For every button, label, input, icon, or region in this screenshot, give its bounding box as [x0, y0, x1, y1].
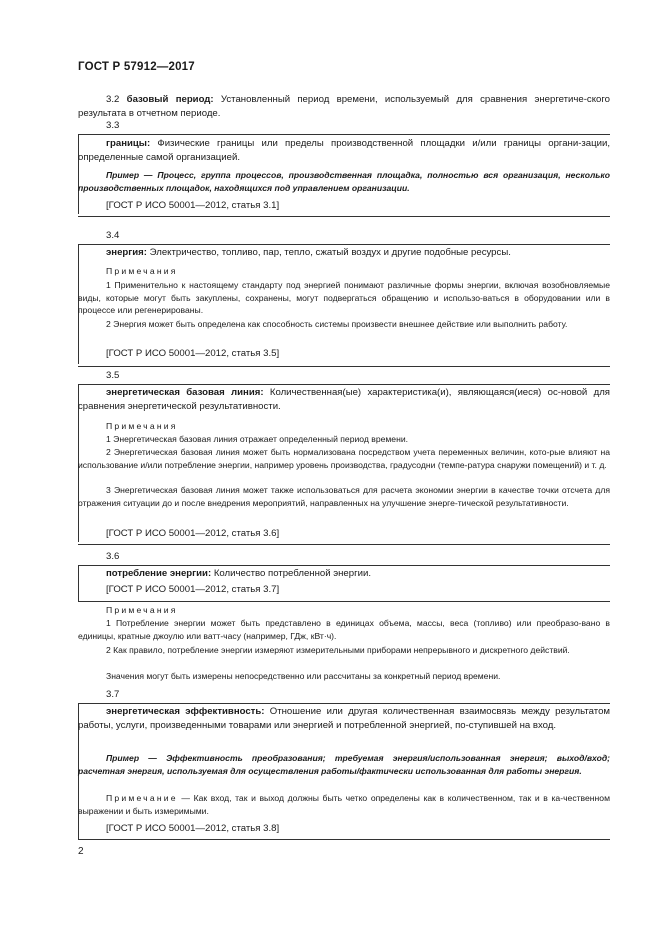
divider	[78, 134, 610, 135]
term-name: базовый период:	[126, 94, 214, 105]
note-1: 1 Энергетическая базовая линия отражает определенный период времени.	[106, 434, 409, 444]
note-2: 2 Как правило, потребление энергии измеряют измерительными приборами непрерывного и дискретного действий.	[106, 645, 570, 655]
note-1: 1 Применительно к настоящему стандарту под энергией понимают различные формы энергии, включая возобновляемые виды, которые могут быть закуплены, сохранены, могут подвергаться обращению и использо-ваться в оборудовании или в процессе или регенерированы.	[78, 280, 610, 316]
term-name: потребление энергии:	[106, 568, 212, 579]
term-3-2	[78, 93, 610, 121]
term-number-3-3: 3.3	[106, 120, 120, 131]
divider	[78, 244, 610, 245]
note-2: 2 Энергия может быть определена как способность системы произвести внешнее действие или выполнить работу.	[106, 319, 568, 329]
document-header: ГОСТ Р 57912—2017	[78, 61, 195, 73]
page-number: 2	[78, 846, 84, 857]
notes-title: Примечания	[106, 266, 178, 276]
notes-title: Примечания	[106, 605, 178, 615]
note-3: 3 Энергетическая базовая линия может также использоваться для расчета экономии энергии в качестве точки отсчета для отражения ситуации до и после внедрения мероприятий, направленных на улучшение энерге-тической результативности.	[78, 485, 610, 508]
term-name: энергетическая базовая линия:	[106, 387, 264, 398]
term-3-3	[78, 137, 610, 165]
note-title: Примечание	[106, 793, 178, 803]
note-3-7	[78, 792, 610, 817]
divider	[78, 366, 610, 367]
term-number: 3.2	[106, 94, 120, 105]
term-number-3-4: 3.4	[106, 230, 120, 241]
divider	[78, 565, 610, 566]
term-number-3-5: 3.5	[106, 370, 120, 381]
term-definition: Отношение или другая количественная взаимосвязь между результатом работы, услуги, произведенными товарами или энергией и потребленной энергией, по-ступившей на вход.	[78, 706, 610, 731]
example-3-3	[78, 169, 610, 194]
term-definition: Установленный период времени, используемый для сравнения энергетиче-ского результата в отчетном периоде.	[78, 94, 610, 119]
reference-3-7: [ГОСТ Р ИСО 50001—2012, статья 3.8]	[106, 823, 280, 834]
term-definition: Количество потребленной энергии.	[213, 568, 371, 579]
term-3-5	[78, 386, 610, 414]
term-number-3-6: 3.6	[106, 551, 120, 562]
reference-3-5: [ГОСТ Р ИСО 50001—2012, статья 3.6]	[106, 528, 280, 539]
term-3-6	[78, 567, 610, 581]
note-text: — Как вход, так и выход должны быть четко определены как в количественном, так и в ка-чественном выражении и быть измеримыми.	[78, 793, 610, 816]
notes-title: Примечания	[106, 421, 178, 431]
term-3-7	[78, 705, 610, 733]
reference-3-4: [ГОСТ Р ИСО 50001—2012, статья 3.5]	[106, 348, 280, 359]
divider	[78, 601, 610, 602]
divider	[78, 216, 610, 217]
term-name: энергия:	[106, 247, 147, 258]
term-definition: Количественная(ые) характеристика(и), являющаяся(иеся) ос-новой для сравнения энергетической результативности.	[78, 387, 610, 412]
term-number-3-7: 3.7	[106, 689, 120, 700]
divider	[78, 703, 610, 704]
term-name: границы:	[106, 138, 151, 149]
divider	[78, 384, 610, 385]
divider	[78, 839, 610, 840]
note-1: 1 Потребление энергии может быть представлено в единицах объема, массы, веса (топливо) или преобразо-вано в единицы, кратные джоулю или ватт-часу (например, ГДж, кВт·ч).	[78, 618, 610, 641]
note-2: 2 Энергетическая базовая линия может быть нормализована посредством учета переменных величин, кото-рые влияют на использование и/или потребление энергии, например уровень производства, градусодни (темпе-ратура снаружи помещений) и т. д.	[78, 447, 610, 470]
reference-3-3: [ГОСТ Р ИСО 50001—2012, статья 3.1]	[106, 200, 280, 211]
reference-3-6: [ГОСТ Р ИСО 50001—2012, статья 3.7]	[106, 584, 280, 595]
example-text: Пример — Процесс, группа процессов, производственная площадка, полностью вся организация, несколько производственных площадок, находящихся под управлением организации.	[78, 170, 610, 193]
term-definition: Электричество, топливо, пар, тепло, сжатый воздух и другие подобные ресурсы.	[149, 247, 511, 258]
term-name: энергетическая эффективность:	[106, 706, 265, 717]
example-3-7	[78, 752, 610, 777]
term-3-4	[78, 246, 610, 260]
divider	[78, 544, 610, 545]
note-3: Значения могут быть измерены непосредственно или рассчитаны за конкретный период времени.	[106, 671, 501, 681]
example-text: Пример — Эффективность преобразования; требуемая энергия/использованная энергия; выход/вход; расчетная энергия, используемая для осуществления работы/фактически использованная для работы энергия.	[78, 753, 610, 776]
term-definition: Физические границы или пределы производственной площадки и/или границы органи-зации, определенные самой организацией.	[78, 138, 610, 163]
